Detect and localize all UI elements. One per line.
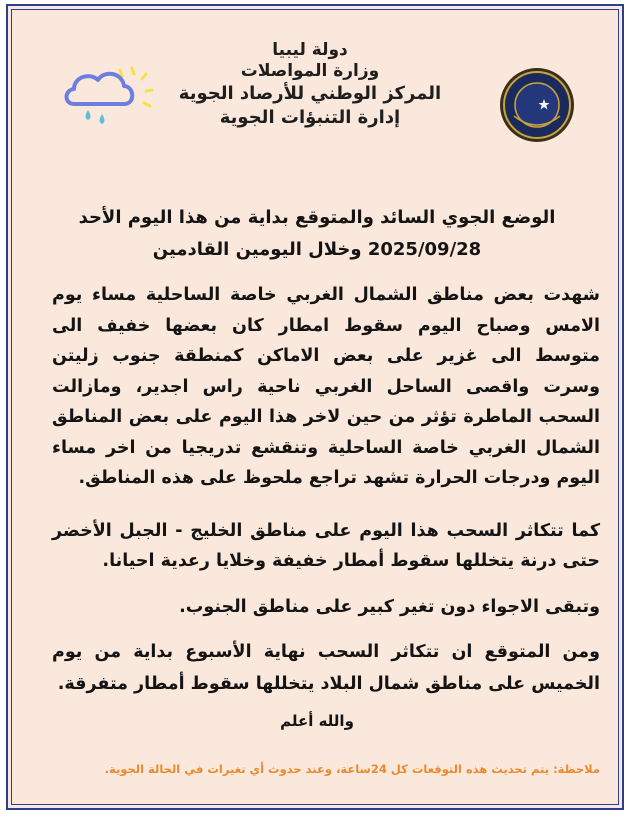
weather-cloud-rain-sun-icon	[58, 62, 158, 132]
update-note: ملاحظة: يتم تحديث هذه التوقعات كل 24ساعة، وعند حدوث أي تغيرات في الحالة الجوية.	[104, 762, 600, 776]
forecast-paragraph-4: ومن المتوقع ان تتكاثر السحب نهاية الأسبوع بداية من يوم الخميس على مناطق شمال البلاد يتخللها سقوط أمطار متفرقة.	[52, 642, 600, 694]
forecast-paragraph-1: شهدت بعض مناطق الشمال الغربي خاصة الساحلية مساء يوم الامس وصباح اليوم سقوط امطار كان بعضها خفيف الى متوسط الى غزير على بعض الاماكن كمنطقة جنوب زليتن وسرت واقصى الساحل الغربي ناحية راس اجدير، ومازالت السحب الماطرة تؤثر من حين لاخر هذا اليوم على بعض المناطق الشمال الغربي خاصة الساحلية وتنقشع تدريجيا من اخر مساء اليوم ودرجات الحرارة تشهد تراجع ملحوظ على هذه المناطق.	[52, 285, 600, 488]
center-name: المركز الوطني للأرصاد الجوية	[178, 83, 442, 104]
forecast-paragraph-3: وتبقى الاجواء دون تغير كبير على مناطق الجنوب.	[179, 597, 600, 617]
forecast-title	[40, 202, 594, 266]
forecast-paragraph-2: كما تتكاثر السحب هذا اليوم على مناطق الخليج - الجبل الأخضر حتى درنة يتخللها سقوط أمطار خفيفة وخلايا رعدية احيانا.	[52, 521, 600, 571]
header-block	[150, 40, 470, 130]
department-name: إدارة التنبؤات الجوية	[219, 107, 401, 128]
ministry-name: وزارة المواصلات	[240, 61, 380, 81]
meteorological-center-logo	[498, 66, 576, 144]
closing-phrase: والله أعلم	[280, 712, 354, 730]
title-line-2: 2025/09/28 وخلال اليومين القادمين	[152, 239, 482, 260]
country-name: دولة ليبيا	[272, 40, 348, 60]
title-line-1: الوضع الجوي السائد والمتوقع بداية من هذا اليوم الأحد	[78, 207, 556, 228]
